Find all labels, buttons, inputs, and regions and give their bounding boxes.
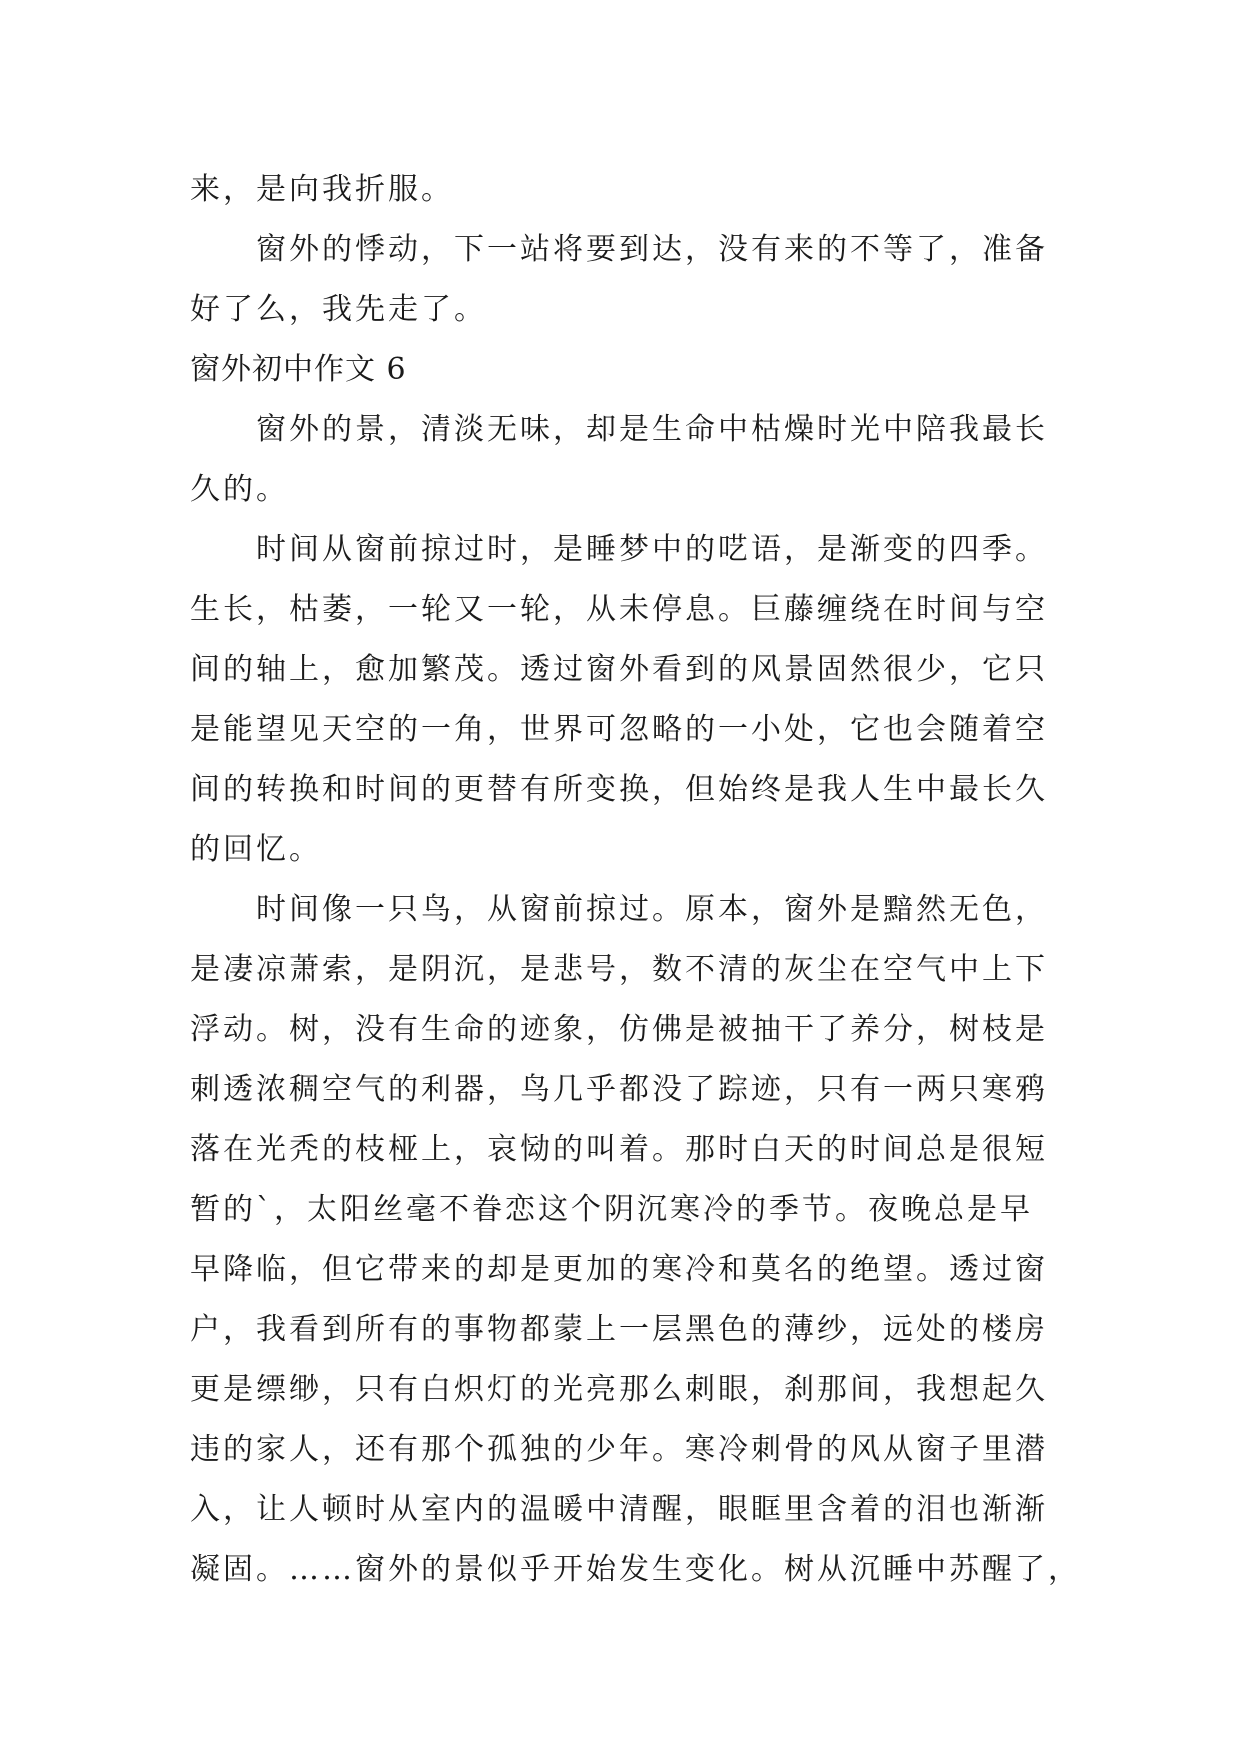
text-line: 时间像一只鸟，从窗前掠过。原本，窗外是黯然无色，: [256, 892, 1048, 927]
text-line: 凝固。……窗外的景似乎开始发生变化。树从沉睡中苏醒了，: [190, 1552, 1081, 1587]
text-line: 落在光秃的枝桠上，哀恸的叫着。那时白天的时间总是很短: [190, 1132, 1048, 1167]
text-line: 好了么，我先走了。: [190, 292, 487, 327]
text-line: 违的家人，还有那个孤独的少年。寒冷刺骨的风从窗子里潜: [190, 1432, 1048, 1467]
text-line: 入，让人顿时从室内的温暖中清醒，眼眶里含着的泪也渐渐: [190, 1492, 1048, 1527]
text-line: 生长，枯萎，一轮又一轮，从未停息。巨藤缠绕在时间与空: [190, 592, 1048, 627]
text-line: 久的。: [190, 472, 289, 507]
section-heading: 窗外初中作文 6: [190, 352, 407, 387]
text-line: 是能望见天空的一角，世界可忽略的一小处，它也会随着空: [190, 712, 1048, 747]
text-line: 浮动。树，没有生命的迹象，仿佛是被抽干了养分，树枝是: [190, 1012, 1048, 1047]
document-body: [190, 160, 1081, 1600]
text-line: 是凄凉萧索，是阴沉，是悲号，数不清的灰尘在空气中上下: [190, 952, 1048, 987]
text-line: 窗外的景，清淡无味，却是生命中枯燥时光中陪我最长: [256, 412, 1048, 447]
text-line: 时间从窗前掠过时，是睡梦中的呓语，是渐变的四季。: [256, 532, 1048, 567]
text-line: 更是缥缈，只有白炽灯的光亮那么刺眼，刹那间，我想起久: [190, 1372, 1048, 1407]
text-line: 早降临，但它带来的却是更加的寒冷和莫名的绝望。透过窗: [190, 1252, 1048, 1287]
text-line: 窗外的悸动，下一站将要到达，没有来的不等了，准备: [256, 232, 1048, 267]
text-line: 来，是向我折服。: [190, 172, 454, 207]
text-line: 刺透浓稠空气的利器，鸟几乎都没了踪迹，只有一两只寒鸦: [190, 1072, 1048, 1107]
text-line: 暂的`，太阳丝毫不眷恋这个阴沉寒冷的季节。夜晚总是早: [190, 1192, 1033, 1227]
text-line: 间的转换和时间的更替有所变换，但始终是我人生中最长久: [190, 772, 1048, 807]
text-line: 户，我看到所有的事物都蒙上一层黑色的薄纱，远处的楼房: [190, 1312, 1048, 1347]
text-line: 间的轴上，愈加繁茂。透过窗外看到的风景固然很少，它只: [190, 652, 1048, 687]
text-line: 的回忆。: [190, 832, 322, 867]
